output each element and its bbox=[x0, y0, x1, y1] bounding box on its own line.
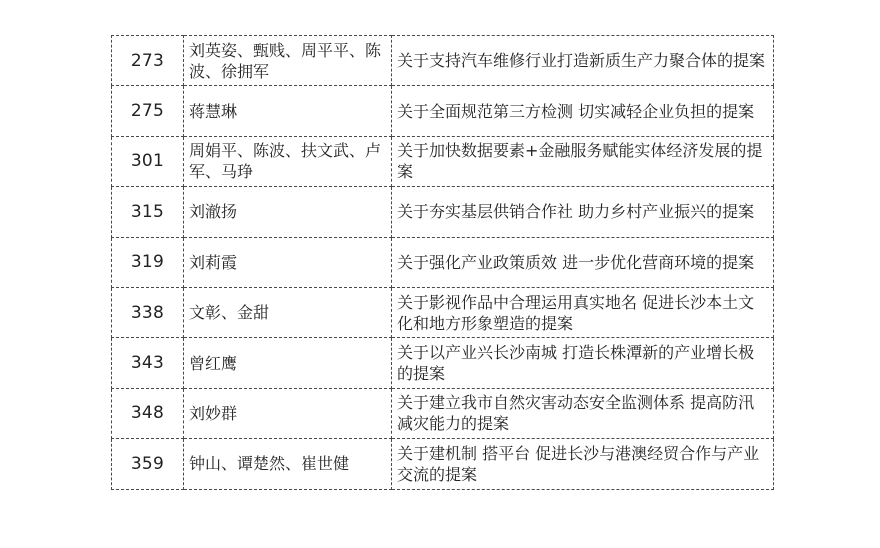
proposal-number: 273 bbox=[112, 36, 184, 86]
table-row bbox=[112, 439, 774, 489]
proposer-names: 曾红鹰 bbox=[184, 338, 392, 388]
proposal-number: 275 bbox=[112, 86, 184, 136]
proposal-table bbox=[111, 35, 774, 490]
proposal-number: 301 bbox=[112, 136, 184, 186]
proposal-title: 关于强化产业政策质效 进一步优化营商环境的提案 bbox=[392, 237, 774, 287]
proposal-number: 315 bbox=[112, 187, 184, 237]
proposal-title: 关于以产业兴长沙南城 打造长株潭新的产业增长极的提案 bbox=[392, 338, 774, 388]
table-row bbox=[112, 86, 774, 136]
proposer-names: 刘澈扬 bbox=[184, 187, 392, 237]
proposal-number: 359 bbox=[112, 439, 184, 489]
proposer-names: 钟山、谭楚然、崔世健 bbox=[184, 439, 392, 489]
proposal-number: 319 bbox=[112, 237, 184, 287]
proposer-names: 刘妙群 bbox=[184, 388, 392, 438]
table-row bbox=[112, 388, 774, 438]
table-row bbox=[112, 187, 774, 237]
proposer-names: 文彰、金甜 bbox=[184, 287, 392, 337]
proposal-number: 348 bbox=[112, 388, 184, 438]
proposer-names: 周娟平、陈波、扶文武、卢军、马琤 bbox=[184, 136, 392, 186]
proposal-title: 关于影视作品中合理运用真实地名 促进长沙本土文化和地方形象塑造的提案 bbox=[392, 287, 774, 337]
proposal-title: 关于建机制 搭平台 促进长沙与港澳经贸合作与产业交流的提案 bbox=[392, 439, 774, 489]
table-row bbox=[112, 136, 774, 186]
proposal-number: 338 bbox=[112, 287, 184, 337]
table-row bbox=[112, 287, 774, 337]
proposer-names: 蒋慧琳 bbox=[184, 86, 392, 136]
proposal-title: 关于全面规范第三方检测 切实减轻企业负担的提案 bbox=[392, 86, 774, 136]
proposer-names: 刘莉霞 bbox=[184, 237, 392, 287]
proposal-title: 关于支持汽车维修行业打造新质生产力聚合体的提案 bbox=[392, 36, 774, 86]
proposal-title: 关于加快数据要素+金融服务赋能实体经济发展的提案 bbox=[392, 136, 774, 186]
proposal-number: 343 bbox=[112, 338, 184, 388]
proposer-names: 刘英姿、甄贱、周平平、陈波、徐拥军 bbox=[184, 36, 392, 86]
proposal-title: 关于建立我市自然灾害动态安全监测体系 提高防汛减灾能力的提案 bbox=[392, 388, 774, 438]
table-row bbox=[112, 237, 774, 287]
table-row bbox=[112, 36, 774, 86]
table-row bbox=[112, 338, 774, 388]
proposal-title: 关于夯实基层供销合作社 助力乡村产业振兴的提案 bbox=[392, 187, 774, 237]
